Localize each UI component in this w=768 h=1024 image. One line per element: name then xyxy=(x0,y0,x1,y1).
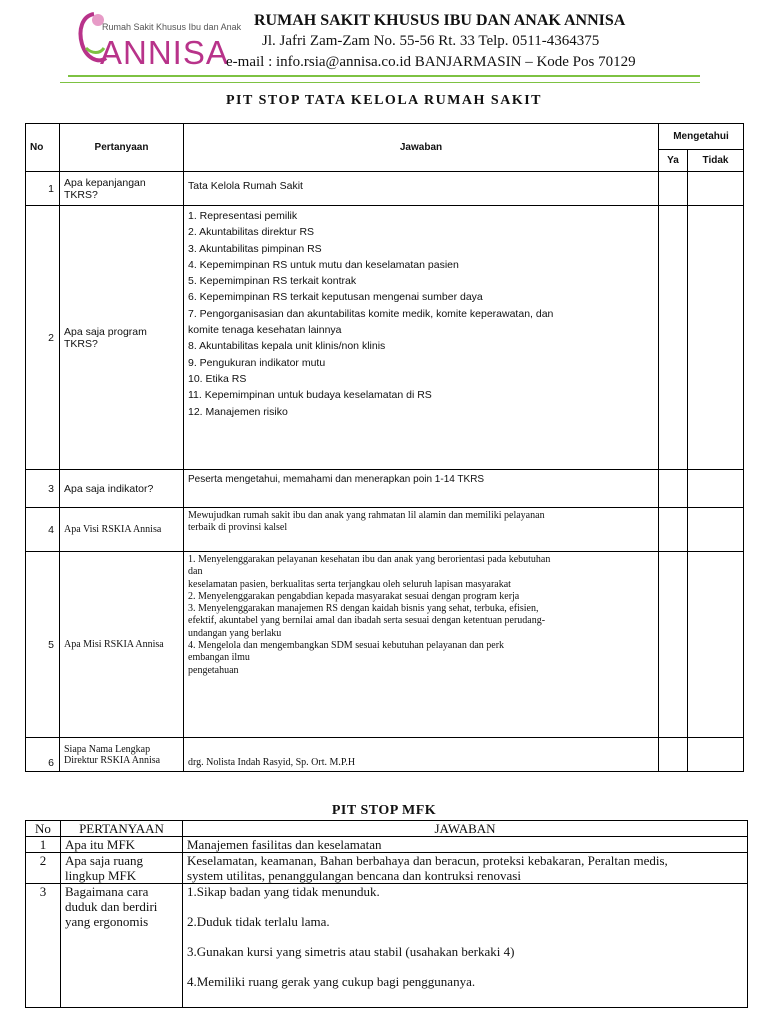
row-number: 1 xyxy=(26,172,60,206)
header-answer: Jawaban xyxy=(184,124,659,172)
row-number: 5 xyxy=(26,552,60,738)
hospital-logo xyxy=(72,8,242,74)
table-row xyxy=(26,552,744,738)
check-yes[interactable] xyxy=(659,470,688,508)
hospital-name: RUMAH SAKIT KHUSUS IBU DAN ANAK ANNISA xyxy=(254,12,626,29)
row-question: Apa saja ruang lingkup MFK xyxy=(61,853,183,884)
check-no[interactable] xyxy=(688,470,744,508)
answer-line: undangan yang berlaku xyxy=(188,627,282,639)
answer-line: 5. Kepemimpinan RS terkait kontrak xyxy=(188,275,357,288)
check-no[interactable] xyxy=(688,552,744,738)
hospital-contact: e-mail : info.rsia@annisa.co.id BANJARMASIN – Kode Pos 70129 xyxy=(226,54,636,70)
hospital-address: Jl. Jafri Zam-Zam No. 55-56 Rt. 33 Telp. 0511-4364375 xyxy=(262,33,600,49)
check-yes[interactable] xyxy=(659,508,688,552)
answer-line: keselamatan pasien, berkualitas serta terjangkau oleh seluruh lapisan masyarakat xyxy=(188,578,511,590)
answer-line: 2.Duduk tidak terlalu lama. xyxy=(187,914,330,929)
row-answer xyxy=(183,837,748,853)
header-no-answer: Tidak xyxy=(688,150,744,172)
header-divider xyxy=(68,75,700,77)
answer-line: 8. Akuntabilitas kepala unit klinis/non klinis xyxy=(188,340,386,353)
answer-line: 6. Kepemimpinan RS terkait keputusan mengenai sumber daya xyxy=(188,291,483,304)
answer-line: 12. Manajemen risiko xyxy=(188,405,288,418)
row-question: Siapa Nama Lengkap Direktur RSKIA Annisa xyxy=(60,738,184,772)
answer-line: drg. Nolista Indah Rasyid, Sp. Ort. M.P.H xyxy=(188,756,356,768)
header-yes: Ya xyxy=(659,150,688,172)
row-answer xyxy=(184,508,659,552)
check-no[interactable] xyxy=(688,508,744,552)
answer-line: 3. Akuntabilitas pimpinan RS xyxy=(188,242,322,255)
check-yes[interactable] xyxy=(659,738,688,772)
row-number: 3 xyxy=(26,884,61,1008)
row-question: Apa itu MFK xyxy=(61,837,183,853)
answer-line: komite tenaga kesehatan lainnya xyxy=(188,324,342,337)
header-divider-thin xyxy=(60,82,700,83)
header-answer: JAWABAN xyxy=(183,821,748,837)
table-row xyxy=(26,837,748,853)
answer-line: 3.Gunakan kursi yang simetris atau stabil (usahakan berkaki 4) xyxy=(187,944,515,959)
table-row xyxy=(26,508,744,552)
section-title: PIT STOP MFK xyxy=(331,803,437,818)
table-row xyxy=(26,853,748,884)
answer-line: terbaik di provinsi kalsel xyxy=(188,522,288,534)
header-no: No xyxy=(26,124,60,172)
row-number: 3 xyxy=(26,470,60,508)
header-question: Pertanyaan xyxy=(60,124,184,172)
logo-name: ANNISA xyxy=(100,34,229,71)
answer-line: embangan ilmu xyxy=(188,652,250,664)
check-yes[interactable] xyxy=(659,206,688,470)
row-answer xyxy=(184,738,659,772)
answer-line: 10. Etika RS xyxy=(188,372,247,385)
answer-line: pengetahuan xyxy=(188,664,239,676)
check-no[interactable] xyxy=(688,172,744,206)
answer-line: dan xyxy=(188,566,203,578)
answer-line: 7. Pengorganisasian dan akuntabilitas komite medik, komite keperawatan, dan xyxy=(188,307,554,320)
row-number: 2 xyxy=(26,853,61,884)
answer-line: Mewujudkan rumah sakit ibu dan anak yang rahmatan lil alamin dan memiliki pelayanan xyxy=(188,510,545,521)
row-number: 2 xyxy=(26,206,60,470)
answer-line: 11. Kepemimpinan untuk budaya keselamatan di RS xyxy=(188,389,432,402)
row-answer xyxy=(184,206,659,470)
row-number: 6 xyxy=(26,738,60,772)
check-yes[interactable] xyxy=(659,172,688,206)
row-question: Apa Misi RSKIA Annisa xyxy=(60,552,184,738)
answer-line: 1. Representasi pemilik xyxy=(188,210,298,222)
answer-line: efektif, akuntabel yang bernilai amal dan ibadah serta sesuai dengan ketentuan perudang- xyxy=(188,615,546,627)
table-header-row xyxy=(26,821,748,837)
answer-line: Tata Kelola Rumah Sakit xyxy=(188,180,303,192)
row-answer xyxy=(184,172,659,206)
row-number: 1 xyxy=(26,837,61,853)
row-answer xyxy=(184,552,659,738)
row-answer xyxy=(183,853,748,884)
answer-line: 2. Akuntabilitas direktur RS xyxy=(188,226,315,239)
header-question: PERTANYAAN xyxy=(61,821,183,837)
row-question: Apa kepanjangan TKRS? xyxy=(60,172,184,206)
check-yes[interactable] xyxy=(659,552,688,738)
answer-line: Keselamatan, keamanan, Bahan berbahaya dan beracun, proteksi kebakaran, Peraltan medis, xyxy=(187,853,668,868)
section-title: PIT STOP TATA KELOLA RUMAH SAKIT xyxy=(225,93,543,108)
tkrs-table xyxy=(25,123,744,772)
check-no[interactable] xyxy=(688,738,744,772)
row-answer xyxy=(183,884,748,1008)
answer-line: 4. Mengelola dan mengembangkan SDM sesuai kebutuhan pelayanan dan perk xyxy=(188,640,505,652)
row-answer xyxy=(184,470,659,508)
table-row xyxy=(26,738,744,772)
answer-line: Manajemen fasilitas dan keselamatan xyxy=(187,837,382,852)
row-number: 4 xyxy=(26,508,60,552)
answer-line: 2. Menyelenggarakan pengabdian kepada masyarakat sesuai dengan program kerja xyxy=(188,590,520,602)
answer-line: 3. Menyelenggarakan manajemen RS dengan kaidah bisnis yang sehat, terbuka, efisien, xyxy=(188,603,539,615)
answer-line: 1.Sikap badan yang tidak menunduk. xyxy=(187,884,380,899)
answer-line: 1. Menyelenggarakan pelayanan kesehatan ibu dan anak yang berorientasi pada kebutuhan xyxy=(188,554,551,565)
answer-line: 4. Kepemimpinan RS untuk mutu dan keselamatan pasien xyxy=(188,258,459,271)
table-row xyxy=(26,172,744,206)
row-question: Apa saja program TKRS? xyxy=(60,206,184,470)
row-question: Apa saja indikator? xyxy=(60,470,184,508)
answer-line: 4.Memiliki ruang gerak yang cukup bagi penggunanya. xyxy=(187,974,476,989)
answer-line: system utilitas, penanggulangan bencana dan kontruksi renovasi xyxy=(187,868,521,883)
table-row xyxy=(26,884,748,1008)
header-known: Mengetahui xyxy=(659,124,744,150)
table-row xyxy=(26,470,744,508)
table-row xyxy=(26,206,744,470)
row-question: Apa Visi RSKIA Annisa xyxy=(60,508,184,552)
logo-tagline: Rumah Sakit Khusus Ibu dan Anak xyxy=(102,22,242,32)
mfk-table xyxy=(25,820,748,1008)
check-no[interactable] xyxy=(688,206,744,470)
letterhead xyxy=(0,0,768,90)
answer-line: Peserta mengetahui, memahami dan menerapkan poin 1-14 TKRS xyxy=(188,474,485,485)
row-question: Bagaimana cara duduk dan berdiri yang ergonomis xyxy=(61,884,183,1008)
header-no: No xyxy=(26,821,61,837)
answer-line: 9. Pengukuran indikator mutu xyxy=(188,356,326,369)
